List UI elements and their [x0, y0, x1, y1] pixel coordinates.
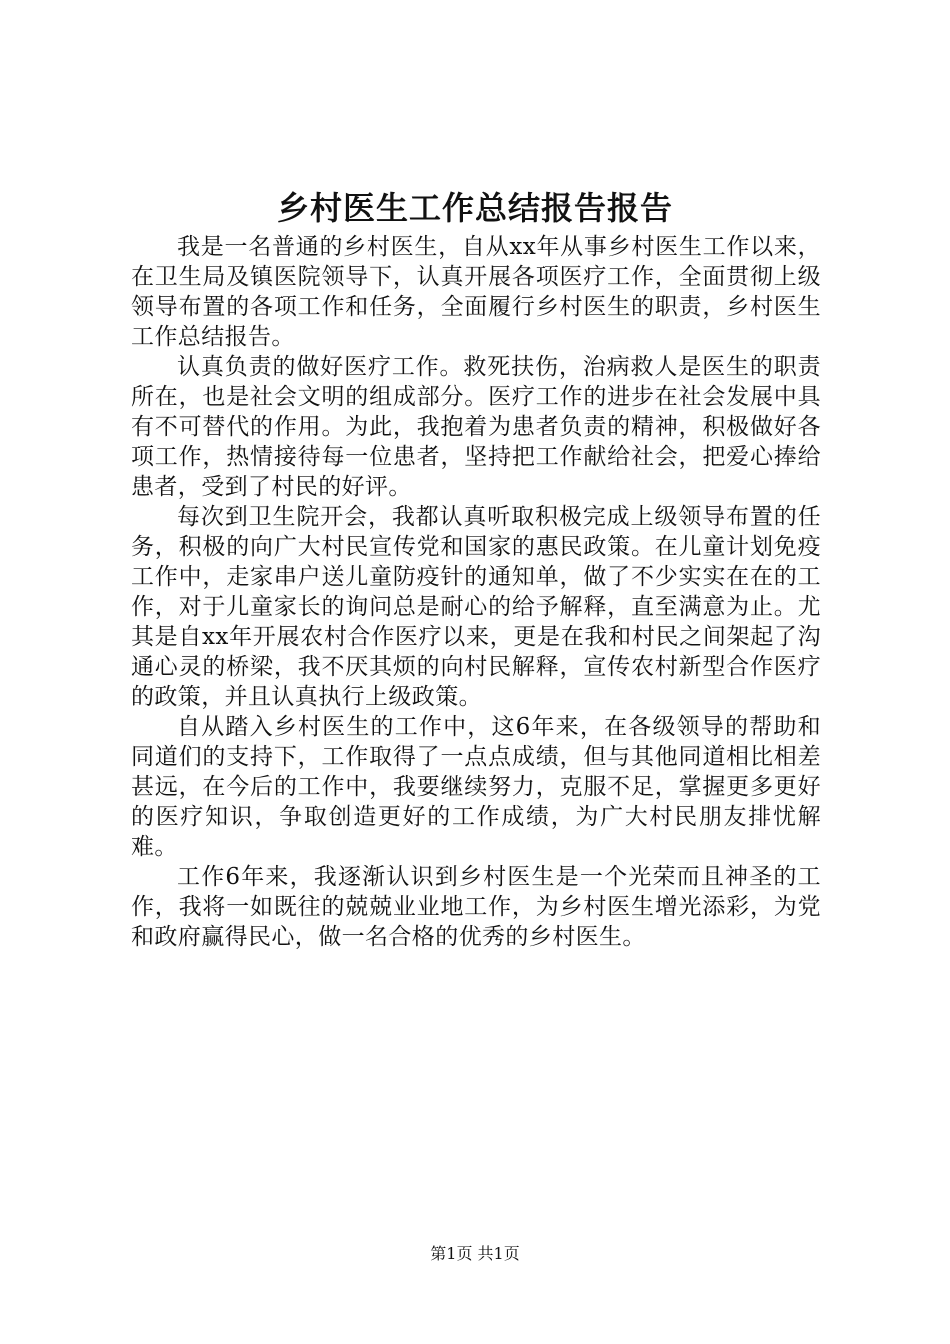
paragraph-medical-work: 认真负责的做好医疗工作。救死扶伤，治病救人是医生的职责所在，也是社会文明的组成部分。医疗工作的进步在社会发展中具有不可替代的作用。为此，我抱着为患者负责的精神，积极做好各项工作，热情接待每一位患者，坚持把工作献给社会，把爱心捧给患者，受到了村民的好评。 [131, 354, 821, 500]
document-body [131, 232, 821, 952]
paragraph-achievements: 自从踏入乡村医生的工作中，这6年来，在各级领导的帮助和同道们的支持下，工作取得了一点点成绩，但与其他同道相比相差甚远，在今后的工作中，我要继续努力，克服不足，掌握更多更好的医疗知识，争取创造更好的工作成绩，为广大村民朋友排忧解难。 [131, 714, 821, 860]
paragraph-intro: 我是一名普通的乡村医生，自从xx年从事乡村医生工作以来，在卫生局及镇医院领导下，认真开展各项医疗工作，全面贯彻上级领导布置的各项工作和任务，全面履行乡村医生的职责，乡村医生工作总结报告。 [131, 234, 821, 350]
page-footer: 第1页 共1页 [430, 1244, 520, 1263]
paragraph-conclusion: 工作6年来，我逐渐认识到乡村医生是一个光荣而且神圣的工作，我将一如既往的兢兢业业地工作，为乡村医生增光添彩，为党和政府赢得民心，做一名合格的优秀的乡村医生。 [131, 864, 821, 950]
document-title: 乡村医生工作总结报告报告 [276, 189, 673, 227]
paragraph-meetings-policy: 每次到卫生院开会，我都认真听取积极完成上级领导布置的任务，积极的向广大村民宣传党和国家的惠民政策。在儿童计划免疫工作中，走家串户送儿童防疫针的通知单，做了不少实实在在的工作，对于儿童家长的询问总是耐心的给予解释，直至满意为止。尤其是自xx年开展农村合作医疗以来，更是在我和村民之间架起了沟通心灵的桥梁，我不厌其烦的向村民解释，宣传农村新型合作医疗的政策，并且认真执行上级政策。 [131, 504, 821, 710]
